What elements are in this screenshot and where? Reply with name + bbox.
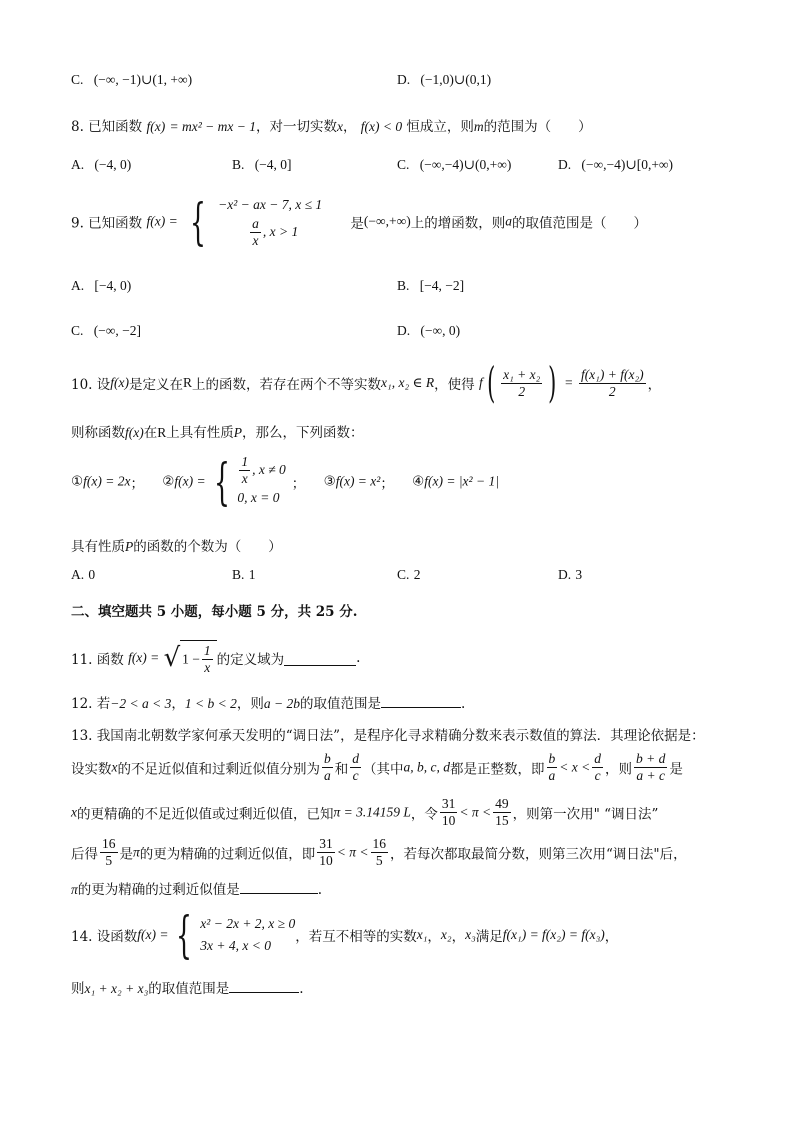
math-fx: f(x) = bbox=[128, 650, 160, 665]
text: . bbox=[317, 882, 323, 898]
math-term: 1 − bbox=[182, 651, 200, 667]
text: 满足 bbox=[475, 929, 503, 945]
denominator: 5 bbox=[105, 853, 113, 868]
q9-option-a bbox=[71, 278, 131, 294]
case-1: x² − 2x + 2, x ≥ 0 bbox=[200, 916, 296, 931]
brace: { bbox=[189, 192, 206, 251]
option-math: (−4, 0) bbox=[94, 157, 132, 172]
text: 上具有性质 bbox=[166, 425, 234, 441]
option-math: [−4, 0) bbox=[94, 278, 132, 293]
text: 设实数 bbox=[71, 761, 112, 778]
piecewise-cases bbox=[200, 913, 295, 957]
q7-option-c bbox=[71, 72, 192, 88]
denominator: 2 bbox=[518, 383, 526, 399]
denominator: x bbox=[241, 471, 248, 486]
option-label: C. bbox=[397, 157, 410, 172]
text: ， bbox=[427, 929, 441, 945]
math-function: f(x) = 2x bbox=[83, 473, 131, 489]
text: 和 bbox=[334, 761, 349, 778]
option-math: (−1,0)∪(0,1) bbox=[420, 72, 492, 87]
numerator: f(x₁) + f(x₂) bbox=[580, 366, 644, 382]
piecewise-cases bbox=[218, 194, 322, 249]
text: 的不足近似值和过剩近似值分别为 bbox=[117, 761, 320, 778]
fraction bbox=[440, 796, 458, 829]
math-expression: x₁ + x₂ + x₃ bbox=[84, 981, 149, 996]
text: . bbox=[356, 650, 361, 666]
q8-option-a bbox=[71, 157, 131, 173]
math-var: x bbox=[111, 759, 118, 775]
fraction bbox=[579, 367, 646, 400]
math-var: P bbox=[125, 539, 134, 554]
paren-open: ( bbox=[486, 358, 495, 407]
fraction bbox=[317, 836, 335, 869]
circled-number: ② bbox=[162, 473, 175, 490]
text: 的取值范围是 bbox=[148, 981, 230, 997]
text: 恒成立，则 bbox=[406, 119, 474, 135]
text: 是定义在 bbox=[129, 377, 183, 393]
text: 是 bbox=[350, 215, 364, 232]
option-value: 0 bbox=[88, 567, 96, 582]
numerator: 16 bbox=[372, 836, 386, 851]
math-function: f(x) = |x² − 1| bbox=[424, 473, 499, 489]
text: ， bbox=[647, 377, 662, 393]
option-label: B. bbox=[232, 567, 245, 582]
math-inequality: 1 < b < 2 bbox=[184, 696, 237, 711]
text: 的取值范围是 bbox=[299, 696, 381, 712]
math-pi: π bbox=[71, 882, 78, 897]
numerator: a bbox=[252, 216, 259, 231]
math-inequality: −2 < a < 3 bbox=[110, 696, 172, 711]
numerator: b bbox=[324, 751, 331, 766]
numerator: b bbox=[548, 751, 556, 766]
numerator: d bbox=[352, 751, 359, 766]
fraction bbox=[239, 454, 250, 487]
denominator: 10 bbox=[319, 853, 333, 868]
option-label: A. bbox=[71, 157, 85, 172]
question-10-line2 bbox=[71, 421, 364, 441]
q8-option-d bbox=[558, 157, 673, 173]
option-math: (−∞, 0) bbox=[420, 323, 461, 338]
text: 的取值范围是（ ） bbox=[512, 215, 647, 232]
option-label: C. bbox=[71, 72, 84, 87]
question-number: 12. 若 bbox=[71, 696, 111, 712]
math-var: x₂ bbox=[440, 927, 452, 942]
math-expression: = mx² − mx − 1 bbox=[169, 119, 256, 134]
math-interval: (−∞,+∞) bbox=[363, 213, 411, 229]
option-math: (−4, 0] bbox=[254, 157, 292, 172]
question-8-stem bbox=[71, 115, 592, 135]
option-label: A. bbox=[71, 278, 85, 293]
math-var: P bbox=[233, 425, 242, 440]
math-var: x₃ bbox=[465, 927, 476, 942]
text: 在 bbox=[143, 425, 158, 441]
question-11 bbox=[71, 640, 360, 676]
numerator: 1 bbox=[203, 643, 211, 658]
math-var: x bbox=[336, 119, 343, 134]
question-9-stem bbox=[71, 194, 647, 249]
option-math: (−∞, −2] bbox=[93, 323, 142, 338]
text: 则 bbox=[71, 981, 85, 997]
math-eq: = bbox=[565, 375, 573, 390]
q10-option-c bbox=[397, 567, 420, 583]
question-number: 9. 已知函数 bbox=[71, 215, 143, 232]
answer-blank[interactable] bbox=[240, 881, 318, 894]
math-var: a bbox=[505, 213, 512, 229]
text: 都是正整数，即 bbox=[450, 761, 545, 778]
option-label: D. bbox=[397, 72, 411, 87]
question-13-line4 bbox=[71, 836, 687, 869]
fraction bbox=[371, 836, 389, 869]
sqrt-sign: √ bbox=[163, 643, 181, 673]
text: . bbox=[299, 981, 304, 997]
circled-number: ④ bbox=[412, 473, 425, 490]
math-inequality: < x < bbox=[559, 759, 591, 775]
question-14-line2 bbox=[71, 977, 304, 997]
math-set: R bbox=[183, 375, 193, 390]
q10-option-b bbox=[232, 567, 255, 583]
math-inequality: < π < bbox=[336, 844, 369, 860]
case-condition: , x ≠ 0 bbox=[252, 462, 286, 477]
numerator: x₁ + x₂ bbox=[503, 366, 541, 382]
text: 的更为精确的过剩近似值，即 bbox=[139, 846, 316, 863]
math-var: x₁ bbox=[416, 927, 428, 942]
math-condition: f(x) < 0 bbox=[360, 119, 403, 134]
denominator: x bbox=[204, 660, 211, 675]
math-var: x bbox=[71, 804, 77, 820]
text: ； bbox=[130, 475, 144, 492]
fraction bbox=[250, 216, 261, 249]
math-fx: f(x) bbox=[146, 119, 166, 134]
option-label: D. bbox=[558, 567, 572, 582]
text: 则称函数 bbox=[71, 425, 125, 441]
math-fx: f(x) = bbox=[137, 927, 169, 942]
math-fx: f(x) bbox=[110, 375, 129, 390]
piecewise-cases bbox=[237, 454, 285, 509]
math-function: f(x) = bbox=[174, 473, 206, 489]
circled-number: ③ bbox=[323, 473, 336, 490]
denominator: a bbox=[548, 768, 556, 783]
q10-option-d bbox=[558, 567, 582, 583]
option-label: B. bbox=[397, 278, 410, 293]
text: ，则 bbox=[236, 696, 264, 712]
fraction bbox=[322, 751, 333, 784]
answer-blank[interactable] bbox=[229, 980, 299, 993]
text: ， bbox=[342, 119, 357, 135]
numerator: 1 bbox=[241, 454, 249, 469]
brace: { bbox=[176, 906, 193, 964]
option-label: B. bbox=[232, 157, 245, 172]
fraction bbox=[350, 751, 361, 784]
text: ，若每次都取最简分数，则第三次用“调日法"后， bbox=[390, 846, 687, 863]
text: 是 bbox=[669, 761, 683, 778]
math-condition: f(x₁) = f(x₂) = f(x₃) bbox=[502, 927, 605, 942]
fraction bbox=[634, 751, 667, 784]
text: ， bbox=[451, 929, 466, 945]
math-expression: a − 2b bbox=[263, 696, 300, 711]
text: ，使得 bbox=[434, 377, 475, 393]
denominator: a + c bbox=[636, 768, 665, 783]
option-value: 2 bbox=[413, 567, 421, 582]
question-14-stem bbox=[71, 906, 619, 964]
option-label: A. bbox=[71, 567, 85, 582]
option-math: [−4, −2] bbox=[419, 278, 465, 293]
option-math: (−∞,−4)∪[0,+∞) bbox=[581, 157, 674, 172]
question-13-line5 bbox=[71, 878, 322, 898]
fraction bbox=[202, 643, 213, 676]
denominator: c bbox=[352, 768, 359, 783]
denominator: 10 bbox=[441, 813, 456, 828]
text: ； bbox=[380, 475, 394, 492]
numerator: d bbox=[594, 751, 601, 766]
denominator: c bbox=[594, 768, 601, 783]
sqrt bbox=[164, 640, 217, 676]
text: 的定义域为 bbox=[216, 652, 285, 668]
question-10-stem bbox=[71, 358, 662, 407]
math-f: f bbox=[478, 375, 483, 390]
case-1 bbox=[237, 454, 285, 487]
math-set: R bbox=[157, 425, 167, 440]
numerator: 31 bbox=[319, 836, 333, 851]
option-value: 1 bbox=[248, 567, 256, 582]
numerator: 31 bbox=[441, 796, 456, 811]
text: 上的增函数，则 bbox=[410, 215, 506, 232]
text: 上的函数，若存在两个不等实数 bbox=[192, 377, 382, 393]
question-12 bbox=[71, 692, 465, 712]
text: 后得 bbox=[71, 846, 98, 863]
math-var: m bbox=[473, 119, 484, 134]
denominator: a bbox=[324, 768, 331, 783]
question-10-line3 bbox=[71, 535, 282, 555]
option-label: C. bbox=[397, 567, 410, 582]
denominator: x bbox=[252, 233, 259, 248]
option-math: (−∞,−4)∪(0,+∞) bbox=[419, 157, 512, 172]
case-2 bbox=[218, 216, 322, 249]
case-2: 3x + 4, x < 0 bbox=[200, 938, 272, 953]
section-heading: 二、填空题共 5 小题，每小题 5 分，共 25 分. bbox=[71, 604, 358, 620]
option-value: 3 bbox=[575, 567, 583, 582]
q9-option-d bbox=[397, 323, 460, 339]
text: . bbox=[460, 696, 466, 712]
math-inequality: < π < bbox=[459, 804, 492, 820]
case-2: 0, x = 0 bbox=[237, 490, 280, 505]
question-13-line3 bbox=[71, 796, 658, 829]
option-math: (−∞, −1)∪(1, +∞) bbox=[93, 72, 193, 87]
text: ，令 bbox=[410, 806, 438, 823]
numerator: b + d bbox=[635, 751, 666, 766]
q9-option-c bbox=[71, 323, 141, 339]
text: 的更为精确的过剩近似值是 bbox=[77, 882, 240, 898]
fraction bbox=[501, 367, 542, 400]
option-label: C. bbox=[71, 323, 84, 338]
text: 的更精确的不足近似值或过剩近似值，已知 bbox=[77, 806, 334, 823]
text: ，对一切实数 bbox=[255, 119, 337, 135]
option-label: D. bbox=[558, 157, 572, 172]
brace: { bbox=[213, 452, 230, 511]
option-label: D. bbox=[397, 323, 411, 338]
math-fx: f(x) = bbox=[146, 213, 178, 229]
sqrt-body bbox=[180, 640, 217, 676]
text: 是 bbox=[119, 846, 133, 863]
math-function: f(x) = x² bbox=[335, 473, 381, 489]
paren-close: ) bbox=[548, 358, 557, 407]
q8-option-c bbox=[397, 157, 511, 173]
answer-blank[interactable] bbox=[381, 695, 461, 708]
answer-blank[interactable] bbox=[284, 651, 356, 666]
case-condition: , x > 1 bbox=[262, 224, 299, 239]
denominator: 2 bbox=[608, 383, 616, 399]
q10-option-a bbox=[71, 567, 95, 583]
math-vars: a, b, c, d bbox=[403, 759, 450, 775]
question-number: 8. 已知函数 bbox=[71, 119, 143, 135]
text: ，那么，下列函数： bbox=[242, 425, 364, 441]
circled-number: ① bbox=[71, 473, 84, 490]
q7-option-d bbox=[397, 72, 491, 88]
q8-option-b bbox=[232, 157, 292, 173]
text: ，则 bbox=[604, 761, 632, 778]
text: ， bbox=[604, 929, 619, 945]
question-13-line2 bbox=[71, 751, 683, 784]
text: ，若互不相等的实数 bbox=[295, 929, 417, 945]
math-pi: π bbox=[133, 844, 140, 860]
math-vars: x₁, x₂ ∈ R bbox=[381, 375, 435, 390]
question-10-functions bbox=[71, 454, 499, 509]
text: 具有性质 bbox=[71, 539, 125, 555]
numerator: 16 bbox=[102, 836, 116, 851]
case-1: −x² − ax − 7, x ≤ 1 bbox=[218, 197, 323, 212]
numerator: 49 bbox=[495, 796, 509, 811]
question-number: 14. 设函数 bbox=[71, 929, 138, 945]
question-13-line1: 13. 我国南北朝数学家何承天发明的“调日法”，是程序化寻求精确分数来表示数值的算法．其理论依据是： bbox=[71, 728, 705, 744]
question-number: 10. 设 bbox=[71, 377, 111, 393]
math-fx: f(x) bbox=[125, 425, 144, 440]
denominator: 5 bbox=[375, 853, 383, 868]
text: ，则第一次用" “调日法” bbox=[512, 806, 659, 823]
math-pi-value: π = 3.14159 L bbox=[333, 804, 411, 820]
text: 的函数的个数为（ ） bbox=[133, 539, 282, 555]
text: 的范围为（ ） bbox=[483, 119, 592, 135]
q9-option-b bbox=[397, 278, 464, 294]
text: ， bbox=[171, 696, 185, 712]
denominator: 15 bbox=[495, 813, 509, 828]
fraction bbox=[547, 751, 558, 784]
fraction bbox=[100, 836, 118, 869]
fraction bbox=[493, 796, 511, 829]
question-number: 11. 函数 bbox=[71, 652, 124, 668]
fraction bbox=[592, 751, 603, 784]
text: ； bbox=[291, 475, 306, 492]
text: （其中 bbox=[363, 761, 404, 778]
